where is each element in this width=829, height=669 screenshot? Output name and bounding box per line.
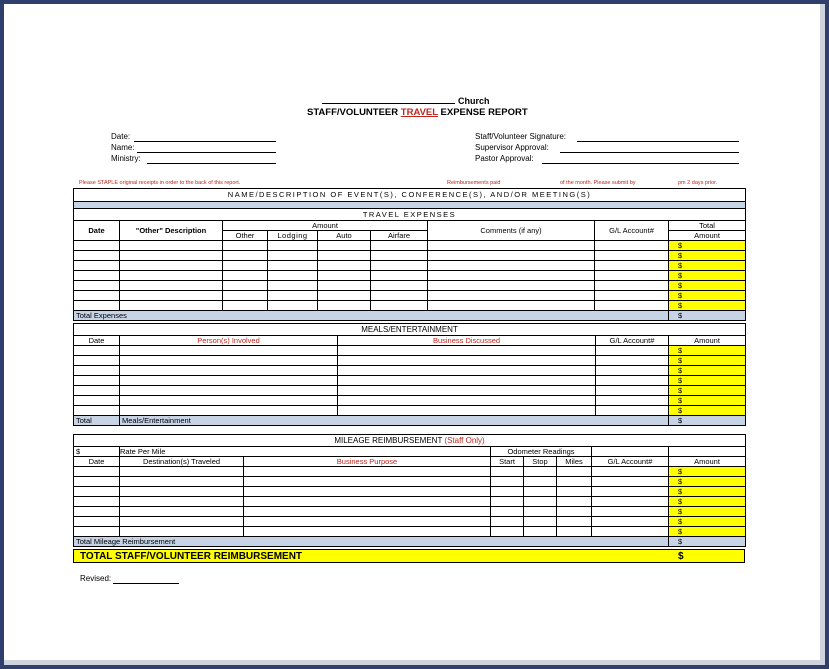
mileage-col-stop: Stop (524, 457, 557, 467)
travel-cell[interactable] (318, 301, 371, 311)
meals-total-label: Total (74, 416, 120, 426)
church-name-line[interactable] (322, 103, 455, 104)
meals-row (74, 346, 746, 356)
travel-cell[interactable] (371, 281, 428, 291)
meals-cell[interactable] (596, 386, 669, 396)
event-description-field[interactable] (74, 202, 746, 209)
title-part-2: EXPENSE REPORT (437, 107, 528, 118)
mileage-cell[interactable] (120, 487, 244, 497)
travel-cell[interactable] (318, 251, 371, 261)
travel-cell[interactable] (428, 241, 595, 251)
travel-cell[interactable] (268, 281, 318, 291)
meals-cell[interactable] (74, 406, 120, 416)
mileage-total-row (74, 537, 746, 547)
mileage-amount-cell[interactable]: $ (669, 467, 746, 477)
col-other-description: "Other" Description (120, 221, 223, 241)
mileage-cell[interactable] (524, 477, 557, 487)
meals-total-row (74, 416, 746, 426)
grand-total-label: TOTAL STAFF/VOLUNTEER REIMBURSEMENT (80, 551, 303, 562)
meals-cell[interactable] (74, 366, 120, 376)
travel-amount-cell[interactable]: $ (669, 251, 746, 261)
meals-cell[interactable] (596, 346, 669, 356)
col-gl-account: G/L Account# (595, 221, 669, 241)
mileage-cell[interactable] (244, 477, 491, 487)
mileage-cell[interactable] (74, 497, 120, 507)
meals-cell[interactable] (338, 386, 596, 396)
travel-cell[interactable] (120, 241, 223, 251)
meals-row (74, 356, 746, 366)
meals-col-gl-account: G/L Account# (596, 336, 669, 346)
mileage-cell[interactable] (557, 487, 592, 497)
travel-cell[interactable] (371, 271, 428, 281)
mileage-cell[interactable] (120, 467, 244, 477)
mileage-cell[interactable] (592, 507, 669, 517)
meals-amount-cell[interactable]: $ (669, 406, 746, 416)
mileage-rows (74, 467, 746, 537)
travel-cell[interactable] (74, 251, 120, 261)
mileage-cell[interactable] (491, 527, 524, 537)
mileage-cell[interactable] (592, 487, 669, 497)
meals-cell[interactable] (120, 376, 338, 386)
travel-cell[interactable] (428, 251, 595, 261)
col-comments: Comments (if any) (428, 221, 595, 241)
meals-heading: MEALS/ENTERTAINMENT (74, 324, 746, 336)
meals-row (74, 366, 746, 376)
pastor-label: Pastor Approval: (475, 154, 534, 163)
mileage-total-label: Total Mileage Reimbursement (74, 537, 669, 547)
meals-cell[interactable] (120, 356, 338, 366)
travel-cell[interactable] (223, 241, 268, 251)
mileage-cell[interactable] (74, 507, 120, 517)
mileage-amount-cell[interactable]: $ (669, 517, 746, 527)
meals-amount-cell[interactable]: $ (669, 356, 746, 366)
travel-cell[interactable] (268, 301, 318, 311)
travel-cell[interactable] (428, 281, 595, 291)
travel-cell[interactable] (371, 301, 428, 311)
notice-text-1: Please STAPLE original receipts in order to the back of this report. (79, 180, 241, 186)
travel-cell[interactable] (318, 271, 371, 281)
travel-cell[interactable] (595, 241, 669, 251)
col-airfare: Airfare (371, 231, 428, 241)
mileage-col-destination: Destination(s) Traveled (120, 457, 244, 467)
event-heading-row (74, 189, 746, 202)
travel-total-amount: $ (669, 311, 746, 321)
travel-cell[interactable] (223, 301, 268, 311)
meals-cell[interactable] (120, 406, 338, 416)
travel-amount-cell[interactable]: $ (669, 271, 746, 281)
meals-cell[interactable] (596, 366, 669, 376)
travel-cell[interactable] (428, 301, 595, 311)
mileage-amount-cell[interactable]: $ (669, 527, 746, 537)
col-lodging: Lodging (268, 231, 318, 241)
mileage-cell[interactable] (557, 527, 592, 537)
name-label: Name: (111, 143, 135, 152)
travel-cell[interactable] (268, 271, 318, 281)
mileage-cell[interactable] (592, 517, 669, 527)
mileage-cell[interactable] (120, 477, 244, 487)
meals-cell[interactable] (120, 396, 338, 406)
mileage-cell[interactable] (592, 477, 669, 487)
meals-cell[interactable] (74, 386, 120, 396)
meals-cell[interactable] (596, 376, 669, 386)
meals-total-amount: $ (669, 416, 746, 426)
mileage-row (74, 497, 746, 507)
mileage-cell[interactable] (120, 517, 244, 527)
mileage-cell[interactable] (244, 527, 491, 537)
mileage-cell[interactable] (491, 497, 524, 507)
mileage-cell[interactable] (74, 527, 120, 537)
meals-total-sub: Meals/Entertainment (120, 416, 669, 426)
ministry-field[interactable] (147, 163, 276, 164)
travel-cell[interactable] (74, 281, 120, 291)
meals-cell[interactable] (74, 376, 120, 386)
travel-row (74, 241, 746, 251)
event-heading: NAME/DESCRIPTION OF EVENT(S), CONFERENCE(S), AND/OR MEETING(S) (74, 189, 746, 202)
mileage-cell[interactable] (557, 467, 592, 477)
mileage-cell[interactable] (524, 517, 557, 527)
travel-cell[interactable] (120, 281, 223, 291)
rate-per-mile-label: Rate Per Mile (120, 447, 491, 457)
meals-amount-cell[interactable]: $ (669, 366, 746, 376)
mileage-cell[interactable] (524, 467, 557, 477)
travel-group-header-row (74, 221, 746, 231)
meals-amount-cell[interactable]: $ (669, 386, 746, 396)
meals-cell[interactable] (74, 396, 120, 406)
meals-row (74, 376, 746, 386)
meals-cell[interactable] (338, 376, 596, 386)
date-label: Date: (111, 132, 131, 141)
mileage-cell[interactable] (557, 507, 592, 517)
mileage-cell[interactable] (491, 517, 524, 527)
travel-cell[interactable] (74, 241, 120, 251)
mileage-amount-cell[interactable]: $ (669, 477, 746, 487)
mileage-row (74, 517, 746, 527)
meals-cell[interactable] (338, 356, 596, 366)
supervisor-field[interactable] (560, 152, 739, 153)
amount-group-header: Amount (223, 221, 428, 231)
travel-cell[interactable] (428, 291, 595, 301)
mileage-row (74, 467, 746, 477)
meals-header-row (74, 336, 746, 346)
travel-cell[interactable] (223, 281, 268, 291)
event-blank-row (74, 202, 746, 209)
mileage-header-row (74, 457, 746, 467)
mileage-cell[interactable] (74, 517, 120, 527)
report-title (307, 108, 528, 118)
travel-cell[interactable] (223, 291, 268, 301)
notice-text-2: Reimbursements paid (447, 180, 501, 186)
travel-cell[interactable] (268, 261, 318, 271)
travel-row (74, 261, 746, 271)
signature-field[interactable] (577, 141, 739, 142)
travel-cell[interactable] (428, 271, 595, 281)
travel-cell[interactable] (120, 291, 223, 301)
mileage-cell[interactable] (244, 507, 491, 517)
mileage-amount-cell[interactable]: $ (669, 487, 746, 497)
travel-total-label: Total Expenses (74, 311, 669, 321)
travel-cell[interactable] (595, 251, 669, 261)
col-date: Date (74, 221, 120, 241)
notice-text-4: pm 2 days prior. (678, 180, 718, 186)
mileage-cell[interactable] (524, 527, 557, 537)
revised-field[interactable] (113, 583, 179, 584)
revised-label: Revised: (80, 574, 112, 583)
travel-amount-cell[interactable]: $ (669, 261, 746, 271)
meals-amount-cell[interactable]: $ (669, 396, 746, 406)
mileage-col-start: Start (491, 457, 524, 467)
travel-expenses-table (73, 188, 746, 321)
mileage-cell[interactable] (491, 487, 524, 497)
travel-cell[interactable] (74, 271, 120, 281)
travel-rows (74, 241, 746, 311)
travel-heading: TRAVEL EXPENSES (74, 209, 746, 221)
mileage-cell[interactable] (524, 487, 557, 497)
mileage-cell[interactable] (557, 497, 592, 507)
mileage-cell[interactable] (491, 477, 524, 487)
mileage-row (74, 527, 746, 537)
travel-amount-cell[interactable]: $ (669, 291, 746, 301)
travel-cell[interactable] (371, 261, 428, 271)
title-highlight: TRAVEL (400, 107, 438, 118)
travel-cell[interactable] (223, 271, 268, 281)
meals-cell[interactable] (120, 346, 338, 356)
grand-total-amount: $ (678, 551, 684, 562)
travel-cell[interactable] (371, 241, 428, 251)
signature-label: Staff/Volunteer Signature: (475, 132, 567, 141)
travel-cell[interactable] (318, 241, 371, 251)
meals-amount-cell[interactable]: $ (669, 376, 746, 386)
travel-cell[interactable] (120, 261, 223, 271)
meals-cell[interactable] (596, 356, 669, 366)
travel-cell[interactable] (268, 241, 318, 251)
rate-dollar: $ (74, 447, 120, 457)
mileage-cell[interactable] (491, 467, 524, 477)
travel-cell[interactable] (74, 261, 120, 271)
travel-cell[interactable] (595, 261, 669, 271)
travel-cell[interactable] (318, 261, 371, 271)
travel-amount-cell[interactable]: $ (669, 281, 746, 291)
travel-cell[interactable] (318, 281, 371, 291)
title-part-1: STAFF/VOLUNTEER (307, 107, 401, 118)
mileage-cell[interactable] (74, 467, 120, 477)
church-label: Church (458, 96, 490, 106)
mileage-cell[interactable] (244, 517, 491, 527)
mileage-cell[interactable] (592, 467, 669, 477)
mileage-cell[interactable] (120, 507, 244, 517)
meals-row (74, 396, 746, 406)
travel-total-row (74, 311, 746, 321)
rate-blank-amount (669, 447, 746, 457)
travel-cell[interactable] (120, 271, 223, 281)
travel-row (74, 281, 746, 291)
meals-cell[interactable] (74, 346, 120, 356)
notice-text-3: of the month. Please submit by (560, 180, 636, 186)
date-field[interactable] (134, 141, 276, 142)
travel-cell[interactable] (223, 261, 268, 271)
travel-row (74, 251, 746, 261)
travel-amount-cell[interactable]: $ (669, 301, 746, 311)
meals-cell[interactable] (596, 396, 669, 406)
travel-amount-cell[interactable]: $ (669, 241, 746, 251)
travel-row (74, 301, 746, 311)
meals-cell[interactable] (74, 356, 120, 366)
rate-blank-gl (592, 447, 669, 457)
travel-row (74, 291, 746, 301)
meals-cell[interactable] (120, 386, 338, 396)
meals-amount-cell[interactable]: $ (669, 346, 746, 356)
mileage-amount-cell[interactable]: $ (669, 497, 746, 507)
mileage-row (74, 487, 746, 497)
supervisor-label: Supervisor Approval: (475, 143, 549, 152)
mileage-cell[interactable] (74, 487, 120, 497)
travel-cell[interactable] (371, 251, 428, 261)
meals-col-date: Date (74, 336, 120, 346)
meals-cell[interactable] (338, 366, 596, 376)
meals-row (74, 386, 746, 396)
travel-cell[interactable] (595, 271, 669, 281)
mileage-cell[interactable] (524, 507, 557, 517)
grand-total-bar (73, 549, 745, 563)
mileage-col-date: Date (74, 457, 120, 467)
mileage-cell[interactable] (244, 497, 491, 507)
mileage-heading-staff-only: (Staff Only) (444, 435, 485, 445)
mileage-cell[interactable] (592, 497, 669, 507)
col-amount: Amount (669, 231, 746, 241)
mileage-cell[interactable] (491, 507, 524, 517)
travel-heading-row (74, 209, 746, 221)
mileage-cell[interactable] (557, 477, 592, 487)
mileage-total-amount: $ (669, 537, 746, 547)
meals-cell[interactable] (338, 396, 596, 406)
mileage-table (73, 434, 746, 547)
meals-col-business: Business Discussed (338, 336, 596, 346)
odometer-readings-header: Odometer Readings (491, 447, 592, 457)
mileage-cell[interactable] (120, 527, 244, 537)
travel-cell[interactable] (74, 301, 120, 311)
ministry-label: Ministry: (111, 154, 141, 163)
travel-cell[interactable] (595, 281, 669, 291)
col-auto: Auto (318, 231, 371, 241)
travel-cell[interactable] (120, 251, 223, 261)
meals-rows (74, 346, 746, 416)
travel-cell[interactable] (595, 301, 669, 311)
meals-row (74, 406, 746, 416)
travel-cell[interactable] (428, 261, 595, 271)
mileage-cell[interactable] (557, 517, 592, 527)
mileage-col-amount: Amount (669, 457, 746, 467)
travel-cell[interactable] (223, 251, 268, 261)
travel-cell[interactable] (268, 291, 318, 301)
mileage-amount-cell[interactable]: $ (669, 507, 746, 517)
total-group-header: Total (669, 221, 746, 231)
travel-cell[interactable] (268, 251, 318, 261)
mileage-heading-row (74, 435, 746, 447)
travel-cell[interactable] (318, 291, 371, 301)
mileage-heading-text: MILEAGE REIMBURSEMENT (334, 435, 445, 445)
mileage-col-gl-account: G/L Account# (592, 457, 669, 467)
travel-cell[interactable] (595, 291, 669, 301)
mileage-col-miles: Miles (557, 457, 592, 467)
col-other: Other (223, 231, 268, 241)
mileage-col-purpose: Business Purpose (244, 457, 491, 467)
mileage-rate-row (74, 447, 746, 457)
travel-cell[interactable] (120, 301, 223, 311)
travel-cell[interactable] (371, 291, 428, 301)
meals-cell[interactable] (120, 366, 338, 376)
meals-cell[interactable] (338, 346, 596, 356)
travel-row (74, 271, 746, 281)
meals-heading-row (74, 324, 746, 336)
mileage-cell[interactable] (74, 477, 120, 487)
meals-col-amount: Amount (669, 336, 746, 346)
meals-table (73, 323, 746, 426)
mileage-row (74, 507, 746, 517)
meals-col-persons: Person(s) Involved (120, 336, 338, 346)
name-field[interactable] (137, 152, 276, 153)
mileage-cell[interactable] (120, 497, 244, 507)
mileage-cell[interactable] (592, 527, 669, 537)
mileage-row (74, 477, 746, 487)
meals-cell[interactable] (338, 406, 596, 416)
mileage-heading (74, 435, 746, 447)
mileage-cell[interactable] (244, 467, 491, 477)
pastor-field[interactable] (542, 163, 739, 164)
meals-cell[interactable] (596, 406, 669, 416)
mileage-cell[interactable] (524, 497, 557, 507)
document-page (4, 4, 825, 665)
mileage-cell[interactable] (244, 487, 491, 497)
travel-cell[interactable] (74, 291, 120, 301)
